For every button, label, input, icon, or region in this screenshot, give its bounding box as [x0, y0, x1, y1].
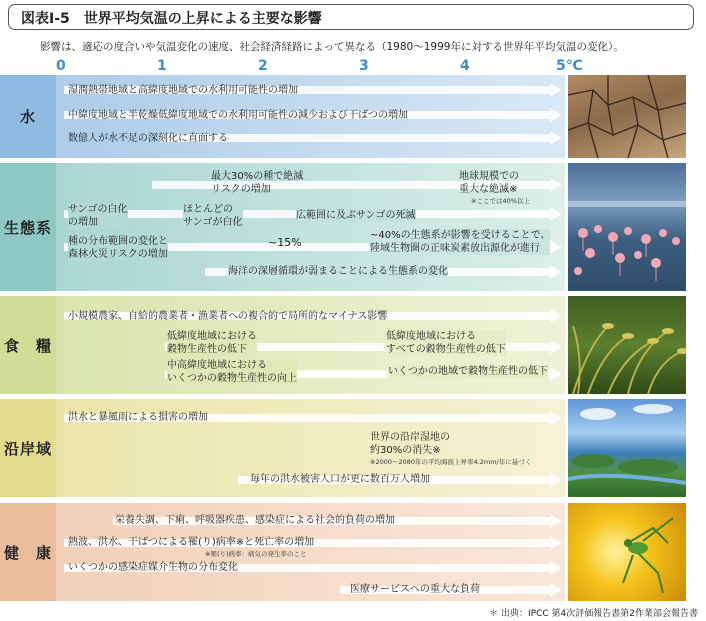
subtitle: 影響は、適応の度合いや気温変化の速度、社会経済経路によって異なる（1980～1999年に対する世界年平均気温の変化）。 [40, 41, 624, 53]
eco-label-15pct: ~15% [268, 236, 302, 249]
axis-tick-5: 5℃ [556, 58, 583, 74]
category-food: 食 糧 [0, 296, 56, 394]
category-health: 健 康 [0, 503, 56, 601]
health-note: ※罹(り)病率：病気の発生率のこと [205, 550, 307, 558]
eco-label-global-extinction: 地球規模での 重大な絶滅※ [459, 171, 519, 195]
axis-tick-1: 1 [157, 58, 167, 74]
eco-label-coral-mortality: 広範囲に及ぶサンゴの死滅 [296, 210, 416, 221]
source-footer: ＊ 出典：IPCC 第4次評価報告書第2作業部会報告書 [489, 609, 698, 619]
eco-label-40pct: ~40%の生態系が影響を受けることで、 陸域生物圏の正味炭素放出源化が進行 [370, 230, 551, 254]
food-label-some-regions-decline: いくつかの地域で穀物生産性の低下 [388, 366, 548, 377]
water-label-2: 中緯度地域と半乾燥低緯度地域での水利用可能性の減少および干ばつの増加 [68, 110, 408, 121]
food-label-smallholders: 小規模農家、自給的農業者・漁業者への複合的で局所的なマイナス影響 [68, 311, 388, 322]
axis-tick-3: 3 [359, 58, 369, 74]
eco-label-extinction-risk: 最大30%の種で絶滅 リスクの増加 [211, 171, 304, 195]
rice-photo [568, 296, 686, 394]
health-label-heatwave: 熱波、洪水、干ばつによる罹(り)病率※と死亡率の増加 [68, 537, 315, 548]
category-water: 水 [0, 75, 56, 158]
water-label-1: 湿潤熱帯地域と高緯度地域での水利用可能性の増加 [68, 85, 298, 96]
axis-tick-2: 2 [258, 58, 268, 74]
health-label-disease-burden: 栄養失調、下痢、呼吸器疾患、感染症による社会的負荷の増加 [115, 515, 395, 526]
health-label-healthcare: 医療サービスへの重大な負荷 [350, 584, 480, 595]
category-coast: 沿岸域 [0, 399, 56, 497]
title-box [8, 4, 694, 30]
coast-label-flood-population: 毎年の洪水被害人口が更に数百万人増加 [250, 474, 430, 485]
eco-label-coral-bleaching: サンゴの白化 の増加 [68, 204, 128, 228]
health-label-vectors: いくつかの感染症媒介生物の分布変化 [68, 562, 238, 573]
water-label-3: 数億人が水不足の深刻化に直面する [68, 133, 228, 144]
category-ecosystem: 生態系 [0, 163, 56, 291]
coastal-wetland-photo [568, 399, 686, 497]
food-label-low-lat-decline: 低緯度地域における 穀物生産性の低下 [167, 331, 257, 355]
axis-tick-0: 0 [56, 58, 66, 74]
eco-label-ocean-circulation: 海洋の深層循環が弱まることによる生態系の変化 [228, 266, 448, 277]
eco-note: ※ここでは40%以上 [471, 197, 530, 205]
coast-label-flood-storm: 洪水と暴風雨による損害の増加 [68, 412, 208, 423]
food-label-low-lat-all-decline: 低緯度地域における すべての穀物生産性の低下 [386, 331, 506, 355]
eco-label-most-coral-bleached: ほとんどの サンゴが白化 [183, 204, 243, 228]
flamingo-photo [568, 163, 686, 291]
figure-title: 図表Ⅰ-5 世界平均気温の上昇による主要な影響 [21, 11, 322, 27]
coast-note: ※2000～2080年の平均海面上昇率4.2mm/年に基づく [370, 458, 532, 466]
insect-on-flower-photo [568, 503, 686, 601]
coast-label-wetland-loss: 世界の沿岸湿地の 約30%の消失※ [370, 432, 450, 456]
cracked-earth-photo [568, 75, 686, 158]
food-label-mid-high-lat-increase: 中高緯度地域における いくつかの穀物生産性の向上 [167, 360, 297, 384]
eco-label-species-range: 種の分布範囲の変化と 森林火災リスクの増加 [68, 236, 168, 260]
axis-tick-4: 4 [460, 58, 470, 74]
